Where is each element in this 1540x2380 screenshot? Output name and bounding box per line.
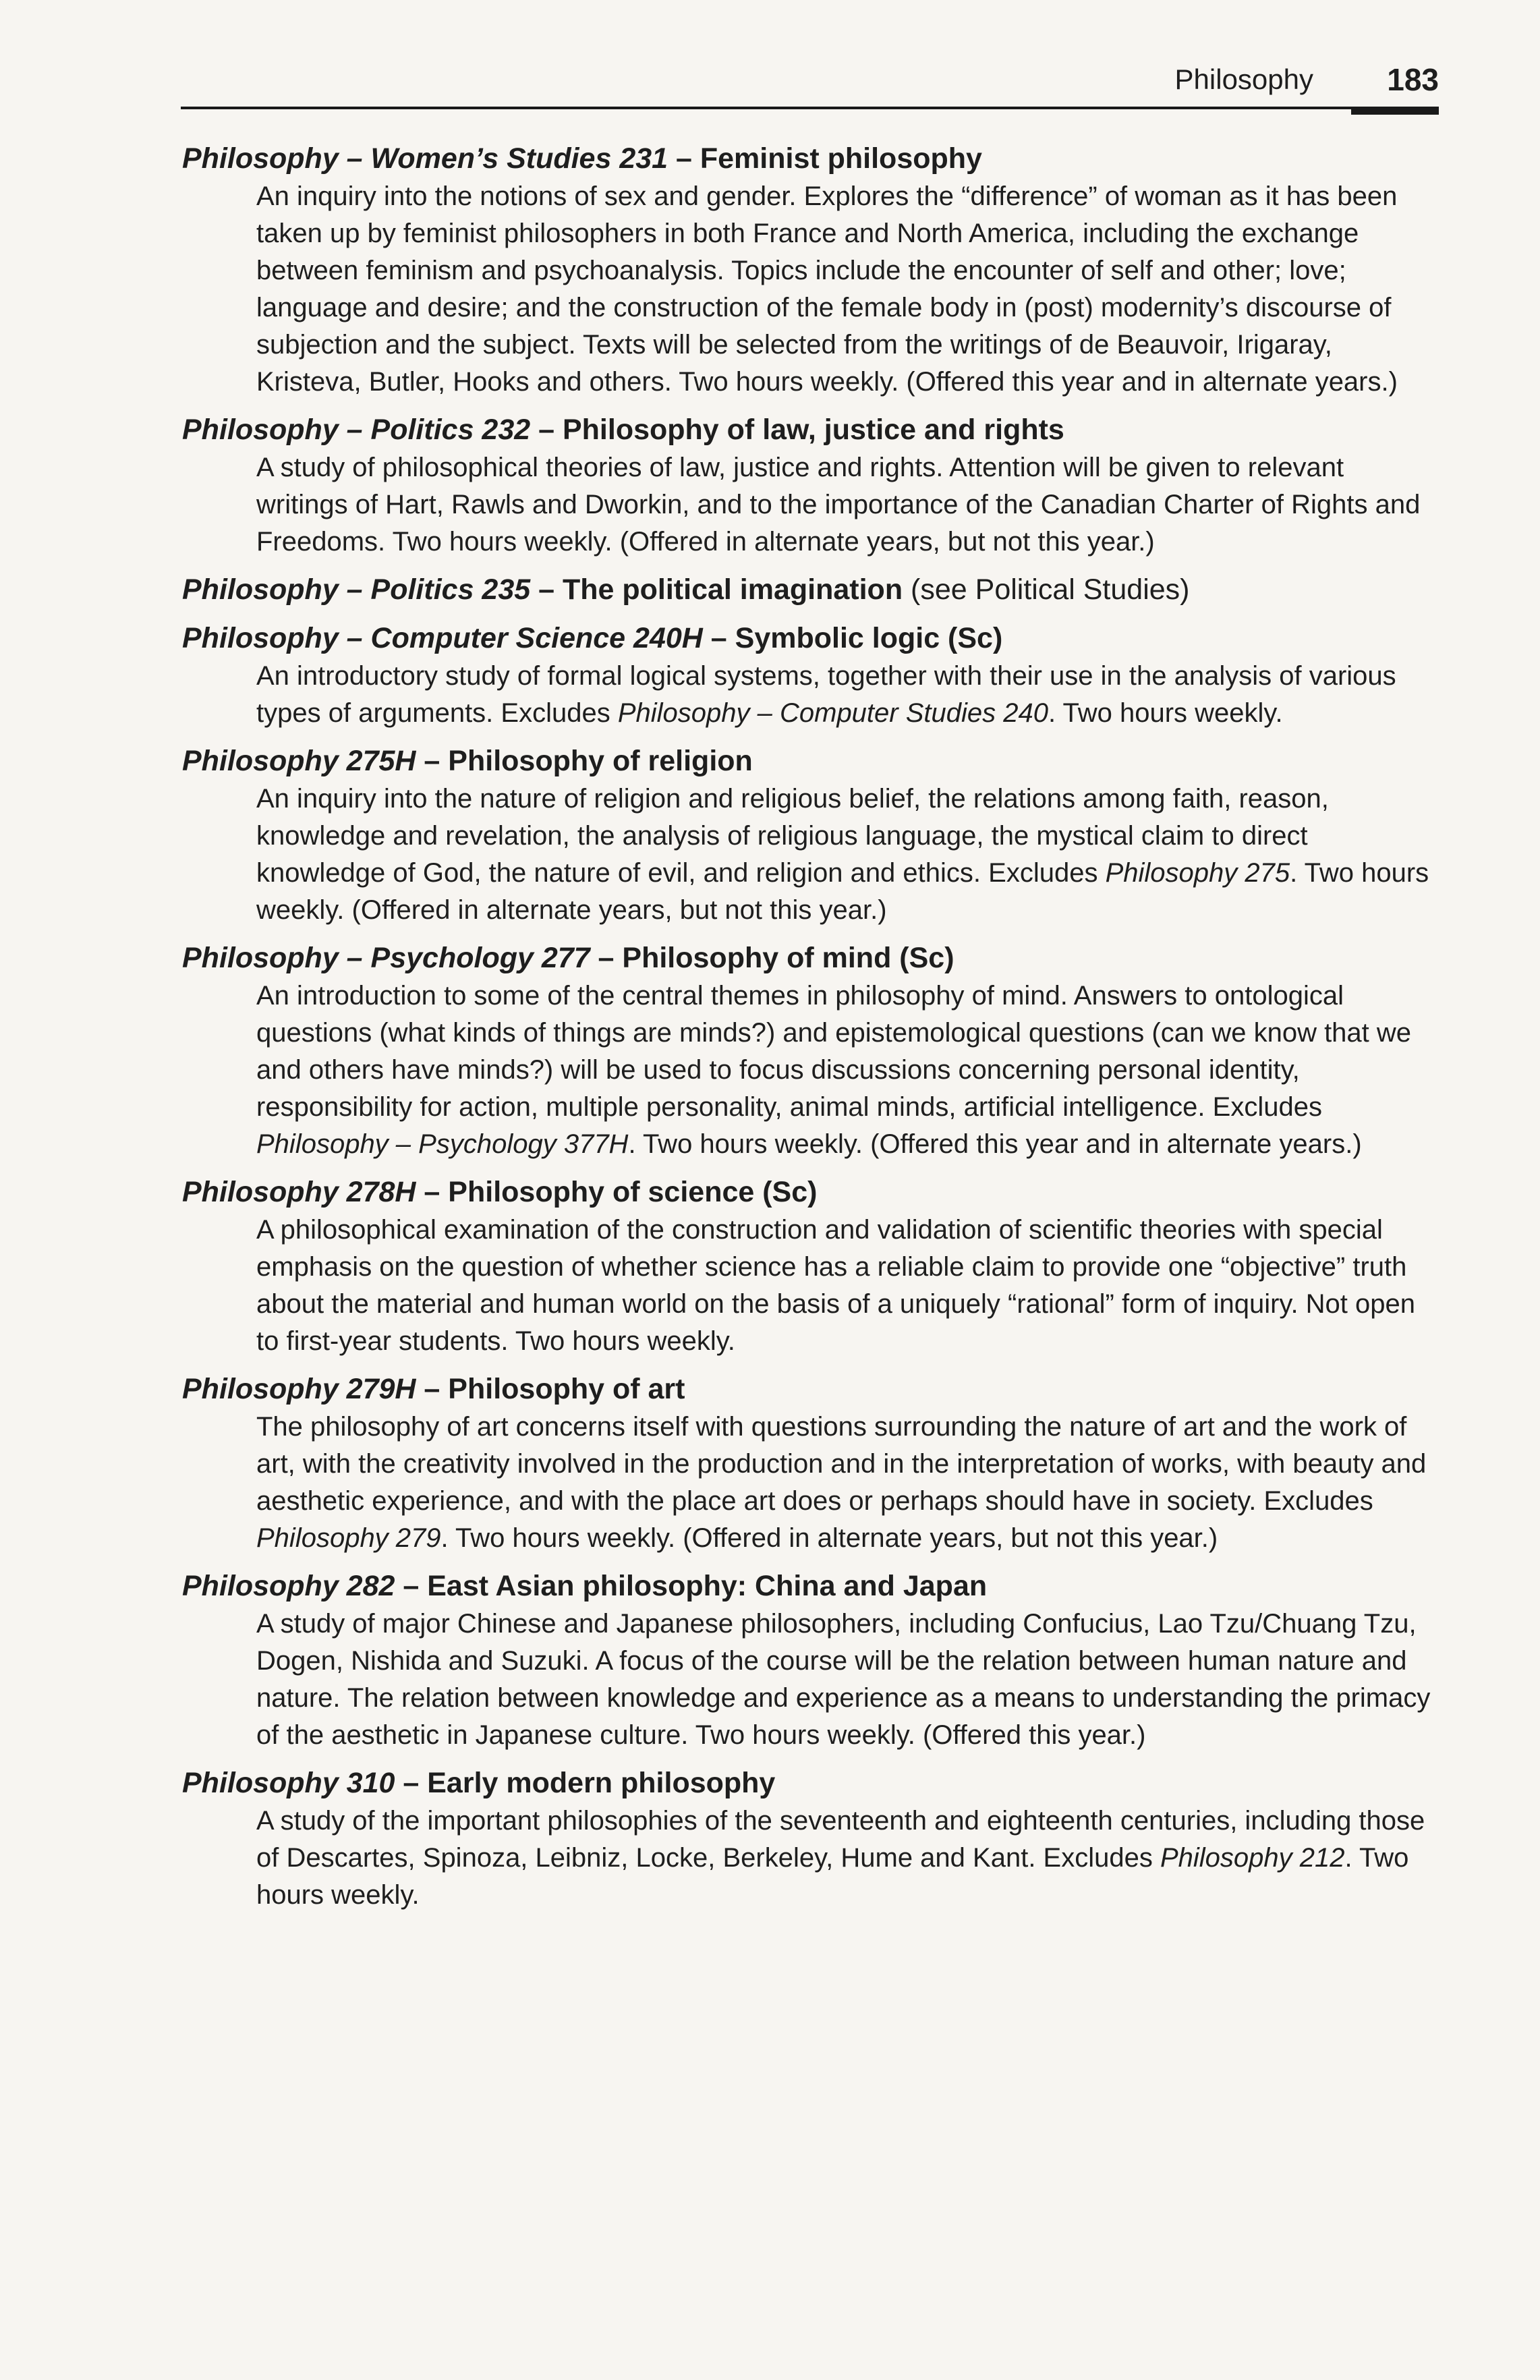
header-rule-block: [1351, 107, 1439, 115]
description-text: An inquiry into the notions of sex and gender. Explores the “difference” of woman as it has been taken up by feminist philosophers in both France and North America, including the exchange between feminism and psychoanalysis. Topics include the encounter of self and other; love; language and desire; and the construction of the female body in (post) modernity’s discourse of subjection and the subject. Texts will be selected from the writings of de Beauvoir, Irigaray, Kristeva, Butler, Hooks and others. Two hours weekly. (Offered this year and in alternate years.): [256, 181, 1398, 397]
course-code: Philosophy – Psychology 277: [182, 942, 590, 974]
course-separator: –: [530, 573, 563, 606]
description-text: A study of the important philosophies of the seventeenth and eighteenth centuries, including those of Descartes, Spinoza, Leibniz, Locke, Berkeley, Hume and Kant. Excludes: [256, 1806, 1425, 1873]
course-title: Early modern philosophy: [427, 1767, 776, 1799]
course-heading: [182, 1566, 1434, 1606]
running-head: Philosophy: [1174, 63, 1313, 95]
course-description: [256, 1409, 1434, 1557]
course-separator: –: [590, 942, 623, 974]
course-code: Philosophy – Politics 232: [182, 414, 531, 446]
course-description: [256, 178, 1434, 401]
description-text: An introductory study of formal logical systems, together with their use in the analysis of various types of arguments. Excludes: [256, 661, 1396, 728]
course-list: [182, 139, 1434, 1923]
excluded-course-ref: Philosophy – Computer Studies 240: [617, 698, 1048, 728]
course-heading: [182, 1369, 1434, 1409]
page-header: [181, 59, 1439, 109]
course-description: [256, 449, 1434, 561]
course-title: Symbolic logic (Sc): [735, 622, 1003, 654]
course-code: Philosophy – Women’s Studies 231: [182, 142, 668, 175]
course-entry: [182, 1172, 1434, 1360]
excluded-course-ref: Philosophy 279: [256, 1523, 441, 1553]
course-entry: [182, 938, 1434, 1163]
course-code: Philosophy 278H: [182, 1176, 416, 1208]
course-entry: [182, 741, 1434, 929]
page-number: 183: [1387, 62, 1439, 97]
description-text: A study of major Chinese and Japanese philosophers, including Confucius, Lao Tzu/Chuang Tzu, Dogen, Nishida and Suzuki. A focus of the course will be the relation between human nature and nature. The relation between knowledge and experience as a means to understanding the primacy of the aesthetic in Japanese culture. Two hours weekly. (Offered this year.): [256, 1609, 1431, 1750]
course-heading: [182, 139, 1434, 178]
description-text: . Two hours weekly.: [1048, 698, 1283, 728]
course-separator: –: [395, 1570, 428, 1602]
description-text: A philosophical examination of the construction and validation of scientific theories with special emphasis on the question of whether science has a reliable claim to provide one “objective” truth about the material and human world on the basis of a uniquely “rational” form of inquiry. Not open to first-year students. Two hours weekly.: [256, 1215, 1416, 1356]
description-text: An introduction to some of the central themes in philosophy of mind. Answers to ontological questions (what kinds of things are minds?) and epistemological questions (can we know that we and others have minds?) will be used to focus discussions concerning personal identity, responsibility for action, multiple personality, animal minds, artificial intelligence. Excludes: [256, 981, 1412, 1122]
course-title: Philosophy of science (Sc): [448, 1176, 818, 1208]
course-entry: [182, 139, 1434, 401]
course-separator: –: [702, 622, 735, 654]
course-separator: –: [530, 414, 563, 446]
course-code: Philosophy 279H: [182, 1373, 416, 1405]
course-code: Philosophy – Computer Science 240H: [182, 622, 703, 654]
course-code: Philosophy 282: [182, 1570, 395, 1602]
course-entry: [182, 1369, 1434, 1557]
course-entry: [182, 570, 1434, 609]
course-title: Philosophy of law, justice and rights: [562, 414, 1064, 446]
course-code: Philosophy – Politics 235: [182, 573, 531, 606]
course-heading: [182, 741, 1434, 781]
course-separator: –: [395, 1767, 428, 1799]
course-code: Philosophy 275H: [182, 745, 416, 777]
course-title: Feminist philosophy: [700, 142, 982, 175]
description-text: . Two hours weekly.: [256, 1843, 1409, 1910]
course-heading: [182, 1172, 1434, 1212]
course-title: East Asian philosophy: China and Japan: [427, 1570, 988, 1602]
course-entry: [182, 1763, 1434, 1914]
course-description: [256, 658, 1434, 732]
course-code: Philosophy 310: [182, 1767, 395, 1799]
course-separator: –: [416, 1373, 449, 1405]
course-heading: [182, 570, 1434, 609]
course-entry: [182, 1566, 1434, 1754]
course-separator: –: [416, 1176, 449, 1208]
course-heading: [182, 410, 1434, 449]
course-title: The political imagination: [562, 573, 903, 606]
course-title: Philosophy of mind (Sc): [622, 942, 954, 974]
description-text: The philosophy of art concerns itself with questions surrounding the nature of art and the work of art, with the creativity involved in the production and in the interpretation of works, with beauty and aesthetic experience, and with the place art does or perhaps should have in society. Excludes: [256, 1412, 1427, 1516]
description-text: . Two hours weekly. (Offered in alternate years, but not this year.): [256, 858, 1429, 925]
course-heading: [182, 1763, 1434, 1803]
excluded-course-ref: Philosophy 212: [1160, 1843, 1345, 1873]
course-separator: –: [416, 745, 449, 777]
description-text: A study of philosophical theories of law, justice and rights. Attention will be given to relevant writings of Hart, Rawls and Dworkin, and to the importance of the Canadian Charter of Rights and Freedoms. Two hours weekly. (Offered in alternate years, but not this year.): [256, 453, 1421, 557]
course-description: [256, 978, 1434, 1163]
course-description: [256, 1606, 1434, 1754]
course-entry: [182, 619, 1434, 732]
course-note: (see Political Studies): [903, 573, 1190, 606]
course-separator: –: [668, 142, 700, 175]
excluded-course-ref: Philosophy – Psychology 377H: [256, 1129, 629, 1159]
description-text: An inquiry into the nature of religion and religious belief, the relations among faith, reason, knowledge and revelation, the analysis of religious language, the mystical claim to direct knowledge of God, the nature of evil, and religion and ethics. Excludes: [256, 784, 1329, 888]
course-title: Philosophy of religion: [448, 745, 753, 777]
course-heading: [182, 619, 1434, 658]
course-heading: [182, 938, 1434, 978]
course-description: [256, 781, 1434, 929]
course-description: [256, 1212, 1434, 1360]
description-text: . Two hours weekly. (Offered this year and in alternate years.): [628, 1129, 1362, 1159]
course-title: Philosophy of art: [448, 1373, 685, 1405]
excluded-course-ref: Philosophy 275: [1105, 858, 1290, 888]
course-entry: [182, 410, 1434, 561]
description-text: . Two hours weekly. (Offered in alternate years, but not this year.): [440, 1523, 1218, 1553]
course-description: [256, 1803, 1434, 1914]
